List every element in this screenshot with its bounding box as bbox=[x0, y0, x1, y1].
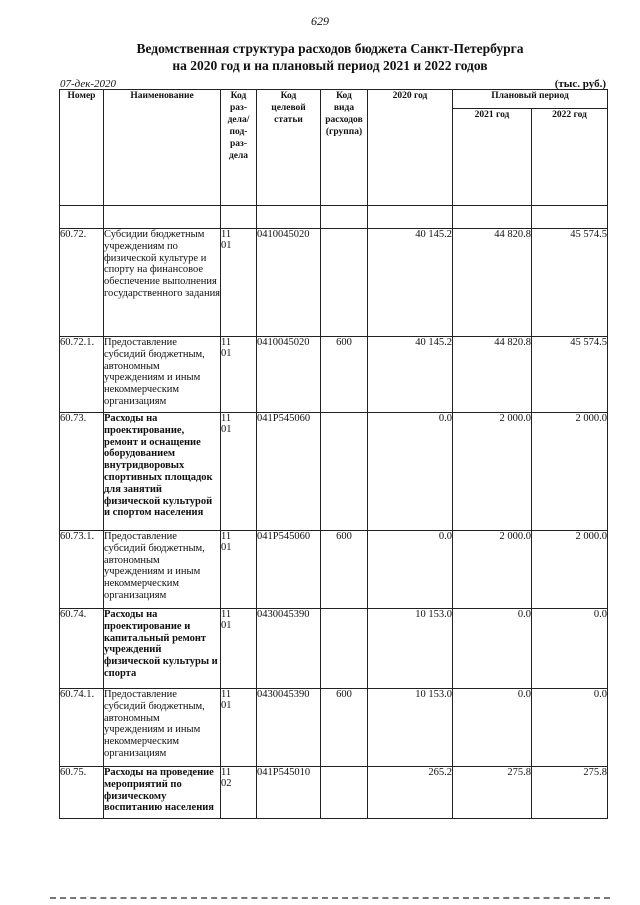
header-number: Номер bbox=[60, 90, 104, 206]
row-name: Предоставление субсидий бюджетным, автономным учреждениям и иным некоммерческим организациям bbox=[104, 689, 221, 767]
h-cs-line: Код bbox=[280, 91, 297, 101]
row-expense-type bbox=[321, 413, 368, 531]
row-number: 60.73. bbox=[60, 413, 104, 531]
table-row bbox=[60, 229, 608, 337]
row-name: Предоставление субсидий бюджетным, автономным учреждениям и иным некоммерческим организациям bbox=[104, 531, 221, 609]
h-vid-line: вида bbox=[333, 103, 355, 113]
header-expense-type bbox=[321, 90, 368, 206]
row-name: Расходы на проведение мероприятий по физическому воспитанию населения bbox=[104, 767, 221, 819]
h-razdel-line: раз- bbox=[229, 103, 247, 113]
header-2020: 2020 год bbox=[368, 90, 453, 206]
row-razdel bbox=[221, 413, 257, 531]
row-razdel bbox=[221, 689, 257, 767]
row-razdel-code: 11 bbox=[221, 229, 232, 240]
row-number: 60.72. bbox=[60, 229, 104, 337]
h-cs-line: целевой bbox=[271, 103, 306, 113]
row-value-2022: 0.0 bbox=[532, 689, 608, 767]
table-row bbox=[60, 689, 608, 767]
row-value-2020: 10 153.0 bbox=[368, 689, 453, 767]
row-value-2020: 40 145.2 bbox=[368, 337, 453, 413]
row-podrazdel-code: 02 bbox=[221, 778, 232, 789]
h-razdel-line: под- bbox=[229, 127, 248, 137]
budget-table bbox=[59, 89, 608, 819]
row-value-2021: 0.0 bbox=[453, 609, 532, 689]
row-razdel-code: 11 bbox=[221, 689, 232, 700]
row-name: Расходы на проектирование, ремонт и оснащение оборудованием внутридворовых спортивных площадок для занятий физической культурой и спортом населения bbox=[104, 413, 221, 531]
title-line-2: на 2020 год и на плановый период 2021 и 2022 годов bbox=[172, 58, 488, 73]
row-razdel bbox=[221, 229, 257, 337]
row-expense-type: 600 bbox=[321, 337, 368, 413]
row-value-2022: 2 000.0 bbox=[532, 531, 608, 609]
table-row bbox=[60, 337, 608, 413]
h-razdel-line: дела bbox=[228, 151, 249, 161]
row-razdel-code: 11 bbox=[221, 413, 232, 424]
row-target-article: 0430045390 bbox=[257, 689, 321, 767]
row-razdel bbox=[221, 609, 257, 689]
row-target-article: 0410045020 bbox=[257, 337, 321, 413]
row-value-2020: 40 145.2 bbox=[368, 229, 453, 337]
row-razdel-code: 11 bbox=[221, 531, 232, 542]
h-cs-line: статьи bbox=[274, 115, 303, 125]
row-target-article: 0430045390 bbox=[257, 609, 321, 689]
units-label: (тыс. руб.) bbox=[554, 78, 606, 90]
row-value-2021: 2 000.0 bbox=[453, 531, 532, 609]
header-razdel bbox=[221, 90, 257, 206]
row-number: 60.75. bbox=[60, 767, 104, 819]
row-value-2021: 2 000.0 bbox=[453, 413, 532, 531]
row-podrazdel-code: 01 bbox=[221, 424, 232, 435]
row-value-2020: 265.2 bbox=[368, 767, 453, 819]
h-razdel-line: раз- bbox=[229, 139, 247, 149]
row-value-2020: 0.0 bbox=[368, 413, 453, 531]
row-value-2021: 0.0 bbox=[453, 689, 532, 767]
row-number: 60.73.1. bbox=[60, 531, 104, 609]
row-number: 60.74. bbox=[60, 609, 104, 689]
row-value-2021: 44 820.8 bbox=[453, 337, 532, 413]
page-number: 629 bbox=[311, 14, 329, 28]
h-razdel-line: Код bbox=[230, 91, 247, 101]
header-target-article bbox=[257, 90, 321, 206]
row-expense-type: 600 bbox=[321, 689, 368, 767]
row-podrazdel-code: 01 bbox=[221, 240, 232, 251]
row-number: 60.74.1. bbox=[60, 689, 104, 767]
header-name: Наименование bbox=[104, 90, 221, 206]
row-target-article: 0410045020 bbox=[257, 229, 321, 337]
row-podrazdel-code: 01 bbox=[221, 348, 232, 359]
row-value-2021: 44 820.8 bbox=[453, 229, 532, 337]
row-value-2021: 275.8 bbox=[453, 767, 532, 819]
row-value-2022: 45 574.5 bbox=[532, 337, 608, 413]
table-row bbox=[60, 531, 608, 609]
row-value-2022: 45 574.5 bbox=[532, 229, 608, 337]
row-name: Субсидии бюджетным учреждениям по физической культуре и спорту на финансовое обеспечение выполнения государственного задания bbox=[104, 229, 221, 337]
row-expense-type bbox=[321, 229, 368, 337]
row-razdel bbox=[221, 531, 257, 609]
row-number: 60.72.1. bbox=[60, 337, 104, 413]
h-vid-line: (группа) bbox=[325, 127, 363, 137]
row-podrazdel-code: 01 bbox=[221, 620, 232, 631]
row-expense-type bbox=[321, 767, 368, 819]
header-2022: 2022 год bbox=[532, 109, 608, 206]
row-expense-type bbox=[321, 609, 368, 689]
row-expense-type: 600 bbox=[321, 531, 368, 609]
spacer-row bbox=[60, 206, 608, 229]
row-value-2022: 275.8 bbox=[532, 767, 608, 819]
row-target-article: 041P545060 bbox=[257, 531, 321, 609]
row-target-article: 041P545060 bbox=[257, 413, 321, 531]
row-razdel bbox=[221, 337, 257, 413]
table-row bbox=[60, 413, 608, 531]
row-value-2020: 10 153.0 bbox=[368, 609, 453, 689]
h-vid-line: расходов bbox=[325, 115, 363, 125]
h-vid-line: Код bbox=[336, 91, 352, 101]
row-value-2020: 0.0 bbox=[368, 531, 453, 609]
row-value-2022: 2 000.0 bbox=[532, 413, 608, 531]
table-row bbox=[60, 767, 608, 819]
document-date: 07-дек-2020 bbox=[60, 78, 117, 90]
row-razdel-code: 11 bbox=[221, 609, 232, 620]
row-name: Предоставление субсидий бюджетным, автономным учреждениям и иным некоммерческим организациям bbox=[104, 337, 221, 413]
row-value-2022: 0.0 bbox=[532, 609, 608, 689]
h-razdel-line: дела/ bbox=[227, 115, 250, 125]
footer-rule bbox=[50, 897, 610, 899]
row-razdel bbox=[221, 767, 257, 819]
header-2021: 2021 год bbox=[453, 109, 532, 206]
row-razdel-code: 11 bbox=[221, 337, 232, 348]
row-podrazdel-code: 01 bbox=[221, 700, 232, 711]
row-razdel-code: 11 bbox=[221, 767, 232, 778]
row-podrazdel-code: 01 bbox=[221, 542, 232, 553]
row-name: Расходы на проектирование и капитальный ремонт учреждений физической культуры и спорта bbox=[104, 609, 221, 689]
header-plan-period: Плановый период bbox=[453, 90, 608, 109]
table-row bbox=[60, 609, 608, 689]
title-line-1: Ведомственная структура расходов бюджета Санкт-Петербурга bbox=[136, 41, 524, 56]
document-title bbox=[60, 40, 600, 74]
row-target-article: 041P545010 bbox=[257, 767, 321, 819]
